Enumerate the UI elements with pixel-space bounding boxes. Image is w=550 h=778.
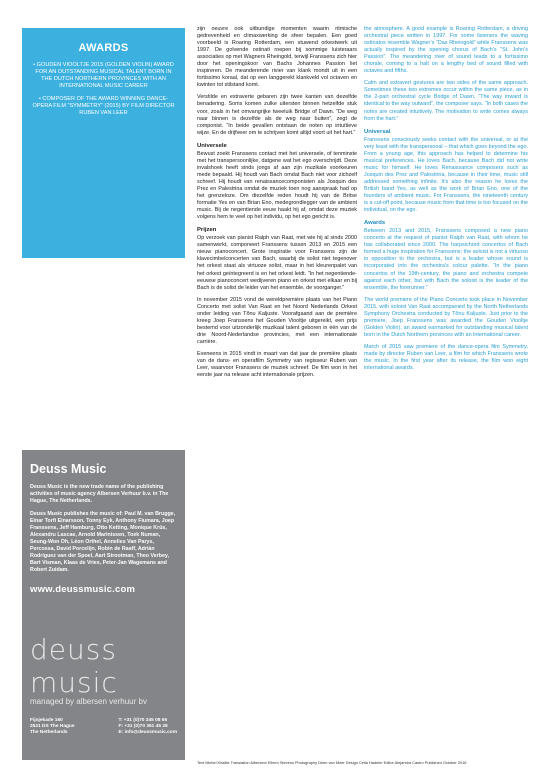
english-paragraph: March of 2015 saw premiere of the dance-opera film Symmetry, made by director Ruben van Leer, a film for which Franssens wrote the music. In the first year after its release, the film won eight international awards.	[364, 343, 528, 372]
dutch-paragraph: Verstilde en extraverte gebaren zijn twee kanten van dezelfde benadering. Soms komen zulke uitersten binnen hetzelfde stuk voor, zoals in het omvangrijke tweeluik Bridge of Dawn. “De weg naar binnen is dezelfde als de weg naar buiten”, zegt de componist. “In beide gevallen ontstaan de noten op intuïtieve wijze. En de drijfveer om te schrijven komt altijd voort uit het hart.”	[197, 94, 357, 136]
dutch-heading-prijzen: Prijzen	[197, 227, 217, 234]
deuss-title: Deuss Music	[30, 462, 107, 476]
english-paragraph: Franssens consciously seeks contact with the universal, or at the very least with the transpersonal – that which goes beyond the ego. From a young age, this approach has helped to determine his musical preferences. He loves Bach, because Bach did not write music for himself. He loves Renaissance composers such as Josquin des Prez and Palestrina, because in their time, music still addressed something infinite. It’s also the reason he loves the British band Yes, as well as the work of Brian Eno, one of the founders of ambient music. For Franssens, the nineteenth century is a cut-off point, because music from that time is too focused on the individual, on the ego.	[364, 136, 529, 214]
deuss-address	[30, 718, 75, 737]
english-column	[364, 26, 528, 377]
dutch-paragraph: Bewust zoekt Franssens contact met het universele, of tenminste met het transpersoonlijke, datgene wat het ego overschrijdt. Deze invalshoek heeft sinds jongs af aan zijn muzikale voorkeuren mede bepaald. Hij houdt van Bach omdat Bach niet voor zichzelf schreef. Hij houdt van renaissancecomponisten als Josquin des Prez en Palestrina omdat de muziek toen nog aanspraak had op het grenzeloze. Om diezelfde reden houdt hij van de Britse formatie Yes en van Brian Eno, medegrondlegger van de ambient music. Bij de negentiende eeuw haakt hij af, omdat deze muziek volgens hem te veel op het individu, op het ego gericht is.	[197, 150, 357, 221]
english-paragraph: the atmosphere. A good example is Roaring Rotterdam, a driving orchestral piece written in 1997. For some listeners the waving ostinatos resemble Wagner’s “Das Rheingold” while Franssens was actually inspired by the opening chorus of Bach’s “St. John’s Passion”. The meandering river of sound leads to a fortissimo chorale, coming to a halt on a lengthy bed of sound filled with octaves and fifths.	[364, 26, 528, 75]
english-paragraph: Calm and extravert gestures are two sides of the same approach. Sometimes these two extremes occur within the same piece, as in the 2-part orchestral cycle Bridge of Dawn. “The way inward is identical to the way outward”, the composer says. “In both cases the notes are created intuitively. The motivation to write comes always from the hart.”	[364, 80, 528, 122]
deuss-composers: Deuss Music publishes the music of: Paul M. van Brugge, Einar Torfi Einarsson, Tonny Eyk, Anthony Fiumara, Joep Franssens, Jeff Hamburg, Otto Ketting, Monique Krüs, Alexandru Lascae, Arnold Marinissen, Toek Numan, Seung-Won Oh, Léon Orthel, Annelies Van Parys, Percossa, David Porcelijn, Robin de Raaff, Adrián Rodríguez van der Spoel, Aart Strootman, Theo Verbey, Bart Visman, Klaas de Vries, Peter-Jan Wagemans and Robert Zuidam.	[30, 511, 176, 573]
address-line: The Netherlands	[30, 730, 68, 736]
deuss-music-panel	[22, 450, 185, 760]
dutch-paragraph: zijn oeuvre ook uitbundige momenten waarin ritmische gedrevenheid en climaxwerking de sfeer bepalen. Een goed voorbeeld is Roaring Rotterdam, een stuwend orkestwerk uit 1997. De golvende ostinati roepen bij sommige luisteraars associaties op met Wagners Rheingold, terwijl Franssens zich hier door het openingskoor van Bachs Johannes Passion liet inspireren. De meanderende rivier van klank mondt uit in een fortissimo koraal, dat op een langgerekt klankveld vol octaven en kwinten tot stilstand komt.	[197, 26, 357, 89]
dutch-heading-universele: Universele	[197, 142, 227, 149]
email-line[interactable]: E: info@deussmusic.com	[118, 730, 177, 736]
awards-panel	[22, 28, 185, 258]
english-paragraph: The world premiere of the Piano Concerto took place in November 2015, with soloist Van Raat accompanied by the North Netherlands Symphony Orchestra conducted by Tõnu Kaljuste. Just prior to the premiere, Joep Franssens was awarded the Gouden Viooltje (Golden Violin), an award earmarked for outstanding musical talent born in the Dutch Northern provinces with an international career.	[364, 296, 528, 338]
dutch-paragraph: Op verzoek van pianist Ralph van Raat, met wie hij al sinds 2000 samenwerkt, componeert Franssens tussen 2013 en 2015 een nieuw pianoconcert. Grote inspiratie voor Franssens zijn de klavecimbelconcerten van Bach, waarbij de solist niet tegenover het orkest staat als virtuoze solist, maar in het kleurenpalet van het orkest geïntegreerd is en het orkest leidt. “In het negentiende-eeuwse pianoconcert wedijveren piano en orkest met elkaar en bij Bach is de solist de leider van het ensemble, de voorganger.”	[197, 235, 357, 291]
address-line: Fijnjekade 160	[30, 718, 63, 723]
award-item-golden-violin: • GOUDEN VIOOLTJE 2015 (GOLDEN VIOLIN) AWARD FOR AN OUTSTANDING MUSICAL TALENT BORN IN THE DUTCH NORTHERN PROVINCES WITH AN INTERNATIONAL MUSIC CAREER	[33, 62, 174, 89]
english-paragraph: Between 2013 and 2015, Franssens composed a new piano concerto at the request of pianist Ralph van Raat, with whom he has collaborated since 2000. The harpsichord concertos of Bach formed a huge inspiration for Franssens; the soloist is not a virtuoso in opposition to the orchestra, but is a leader whose sound is incorporated into the orchestra’s colour palette. “In the piano concertos of the 19th-century, the piano and orchestra compete against each other, but with Bach the soloist is the leader of the ensemble, the forerunner.”	[364, 228, 528, 291]
deuss-contact-block	[30, 718, 177, 737]
dutch-column	[197, 26, 357, 384]
deuss-phone-email	[118, 718, 177, 737]
awards-title: AWARDS	[78, 42, 129, 54]
credits-line: Text Michel Khalifa Translation Albersen/ Eileen Stevens Photography Deen van Meer Design Celia Hadeler Editor Alejandra Castro Published October 2016	[197, 760, 467, 765]
deuss-website-link[interactable]: www.deussmusic.com	[30, 584, 136, 595]
deuss-logo: deuss music	[30, 633, 118, 699]
fax-line: F: +31 (0)70 361 45 28	[118, 724, 168, 730]
address-line: 2521 DS The Hague	[30, 724, 75, 730]
deuss-logo-subtitle: managed by albersen verhuur bv	[30, 697, 147, 706]
english-heading-awards: Awards	[364, 220, 386, 227]
award-item-symmetry: • COMPOSER OF THE AWARD WINNING DANCE-OPERA FILM “SYMMETRY” (2015) BY FILM DIRECTOR RUBEN VAN LEER	[32, 96, 175, 116]
english-heading-universal: Universal	[364, 128, 391, 135]
dutch-paragraph: In november 2015 vond de wereldpremière plaats van het Piano Concerto met solist Van Raat en het Noord Nederlands Orkest onder leiding van Tõnu Kaljuste. Voorafgaand aan de première kreeg Joep Franssens het Gouden Viooltje uitgereikt, een prijs bestemd voor uitzonderlijk muzikaal talent geboren in één van de drie Noord-Nederlandse provincies, met een internationale carrière.	[197, 296, 357, 345]
phone-line: T: +31 (0)70 345 08 65	[118, 718, 168, 723]
deuss-intro: Deuss Music is the new trade name of the publishing activities of music agency Albersen Verhuur b.v. in The Hague, The Netherlands.	[30, 484, 169, 504]
dutch-paragraph: Eveneens in 2015 vindt in maart van dat jaar de première plaats van de dans- en operafilm Symmetry van regisseur Ruben van Leer, waarvoor Franssens de muziek schreef. De film won in het eerste jaar na release acht internationale prijzen.	[197, 350, 357, 379]
